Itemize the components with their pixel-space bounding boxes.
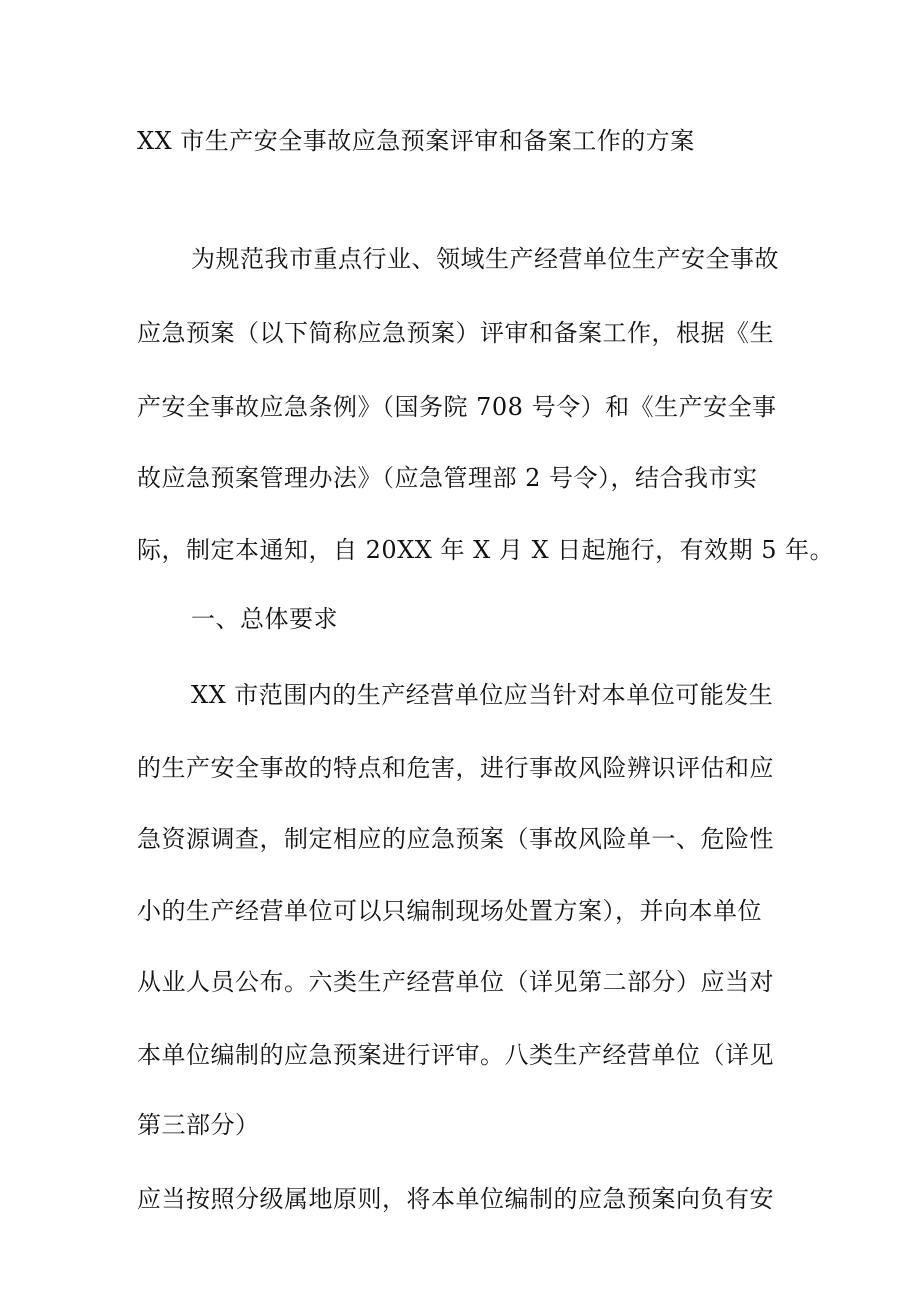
paragraph-line: XX 市范围内的生产经营单位应当针对本单位可能发生 (191, 681, 774, 709)
paragraph-line: 应急预案（以下简称应急预案）评审和备案工作，根据《生 (137, 319, 774, 347)
paragraph-line: 的生产安全事故的特点和危害，进行事故风险辨识评估和应 (137, 754, 774, 782)
document-title: XX 市生产安全事故应急预案评审和备案工作的方案 (137, 127, 695, 155)
paragraph-line: 应当按照分级属地原则，将本单位编制的应急预案向负有安 (137, 1185, 774, 1213)
paragraph-line: 产安全事故应急条例》（国务院 708 号令）和《生产安全事 (137, 393, 777, 421)
paragraph-line: 急资源调查，制定相应的应急预案（事故风险单一、危险性 (137, 825, 774, 853)
section-heading: 一、总体要求 (191, 605, 338, 633)
paragraph-line: 第三部分） (137, 1111, 260, 1139)
paragraph-line: 本单位编制的应急预案进行评审。八类生产经营单位（详见 (137, 1041, 774, 1069)
paragraph-line: 际，制定本通知，自 20XX 年 X 月 X 日起施行，有效期 5 年。 (137, 536, 835, 564)
paragraph-line: 从业人员公布。六类生产经营单位（详见第二部分）应当对 (137, 968, 774, 996)
paragraph-line: 故应急预案管理办法》（应急管理部 2 号令），结合我市实 (137, 464, 758, 492)
paragraph-line: 小的生产经营单位可以只编制现场处置方案），并向本单位 (137, 897, 762, 925)
paragraph-line: 为规范我市重点行业、领域生产经营单位生产安全事故 (191, 245, 779, 273)
